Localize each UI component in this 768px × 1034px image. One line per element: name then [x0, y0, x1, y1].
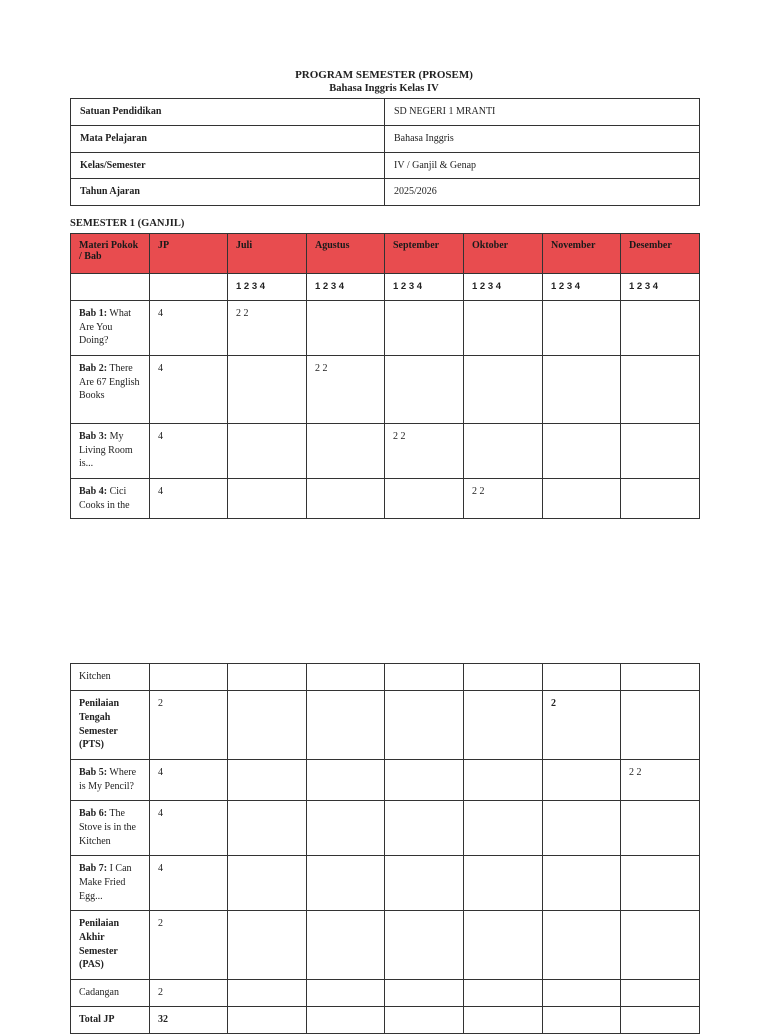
empty-cell — [385, 691, 464, 760]
table-row — [71, 1007, 700, 1034]
empty-cell — [464, 980, 543, 1007]
bab-label: Bab 6: — [79, 808, 108, 819]
info-label: Tahun Ajaran — [71, 179, 385, 206]
empty-cell — [385, 664, 464, 691]
document-title: PROGRAM SEMESTER (PROSEM) — [295, 69, 473, 81]
oktober-cell — [464, 300, 543, 355]
materi-cell — [71, 801, 150, 856]
table-row — [71, 300, 700, 355]
col-header-november: November — [543, 234, 621, 274]
info-row — [71, 179, 700, 206]
info-label: Kelas/Semester — [71, 152, 385, 179]
table-row — [71, 911, 700, 980]
november-cell — [543, 801, 621, 856]
jp-cell: 4 — [150, 423, 228, 478]
info-value: SD NEGERI 1 MRANTI — [385, 99, 700, 126]
materi-cell — [71, 300, 150, 355]
agustus-cell — [307, 300, 385, 355]
desember-cell — [621, 355, 700, 423]
col-header-materi: Materi Pokok / Bab — [71, 234, 150, 274]
materi-cell — [71, 478, 150, 519]
col-header-juli: Juli — [228, 234, 307, 274]
desember-cell — [621, 300, 700, 355]
desember-cell — [621, 478, 700, 519]
bab-title: My Living Room is... — [79, 430, 133, 470]
table-row — [71, 980, 700, 1007]
agustus-cell: 2 2 — [307, 355, 385, 423]
september-cell — [385, 478, 464, 519]
empty-cell — [307, 856, 385, 911]
empty-cell — [385, 980, 464, 1007]
info-value: Bahasa Inggris — [385, 125, 700, 152]
empty-cell — [307, 664, 385, 691]
materi-cell: Kitchen — [71, 664, 150, 691]
jp-cell: 4 — [150, 760, 228, 801]
table-row — [71, 801, 700, 856]
bab-title: The Stove is in the Kitchen — [79, 808, 136, 847]
header-row — [71, 234, 700, 274]
jp-cell: 2 — [150, 691, 228, 760]
col-header-agustus: Agustus — [307, 234, 385, 274]
bab-label: Bab 2: — [79, 362, 108, 374]
materi-cell: Total JP — [71, 1007, 150, 1034]
empty-cell — [228, 980, 307, 1007]
desember-cell — [621, 911, 700, 980]
november-cell — [543, 664, 621, 691]
bab-label: Bab 3: — [79, 430, 108, 442]
col-header-desember: Desember — [621, 234, 700, 274]
bab-label: Bab 4: — [79, 485, 108, 497]
jp-cell: 4 — [150, 801, 228, 856]
info-value: 2025/2026 — [385, 179, 700, 206]
table-row — [71, 423, 700, 478]
september-cell — [385, 300, 464, 355]
table-row — [71, 760, 700, 801]
agustus-cell — [307, 423, 385, 478]
materi-cell — [71, 423, 150, 478]
empty-cell — [464, 856, 543, 911]
juli-cell — [228, 423, 307, 478]
weeks-row — [71, 274, 700, 301]
empty-cell — [385, 801, 464, 856]
materi-cell: Cadangan — [71, 980, 150, 1007]
empty-cell — [385, 911, 464, 980]
empty-cell — [228, 691, 307, 760]
agustus-cell — [307, 478, 385, 519]
jp-cell: 4 — [150, 856, 228, 911]
table-row — [71, 478, 700, 519]
bab-title: Where is My Pencil? — [79, 767, 137, 792]
september-cell: 2 2 — [385, 423, 464, 478]
empty-cell — [464, 911, 543, 980]
weeks-cell: 1 2 3 4 — [228, 274, 307, 301]
empty-cell — [228, 801, 307, 856]
materi-cell — [71, 760, 150, 801]
bab-title: Cici Cooks in the — [79, 485, 130, 511]
weeks-cell-empty — [71, 274, 150, 301]
empty-cell — [228, 760, 307, 801]
november-cell — [543, 1007, 621, 1034]
info-table — [70, 98, 700, 206]
materi-cell: Penilaian Akhir Semester (PAS) — [71, 911, 150, 980]
materi-cell: Penilaian Tengah Semester (PTS) — [71, 691, 150, 760]
weeks-cell: 1 2 3 4 — [385, 274, 464, 301]
empty-cell — [307, 1007, 385, 1034]
bab-title: I Can Make Fried Egg... — [79, 863, 132, 902]
col-header-oktober: Oktober — [464, 234, 543, 274]
november-cell — [543, 478, 621, 519]
table-row — [71, 691, 700, 760]
oktober-cell — [464, 423, 543, 478]
info-label: Mata Pelajaran — [71, 125, 385, 152]
empty-cell — [307, 801, 385, 856]
empty-cell — [307, 980, 385, 1007]
bab-title: What Are You Doing? — [79, 307, 132, 347]
november-cell — [543, 300, 621, 355]
empty-cell — [385, 1007, 464, 1034]
jp-cell: 32 — [150, 1007, 228, 1034]
weeks-cell: 1 2 3 4 — [464, 274, 543, 301]
desember-cell — [621, 801, 700, 856]
empty-cell — [385, 760, 464, 801]
jp-cell — [150, 664, 228, 691]
desember-cell — [621, 691, 700, 760]
empty-cell — [307, 760, 385, 801]
empty-cell — [228, 1007, 307, 1034]
desember-cell — [621, 423, 700, 478]
empty-cell — [464, 691, 543, 760]
info-label: Satuan Pendidikan — [71, 99, 385, 126]
jp-cell: 4 — [150, 355, 228, 423]
november-cell — [543, 423, 621, 478]
table-row — [71, 856, 700, 911]
desember-cell: 2 2 — [621, 760, 700, 801]
november-cell — [543, 355, 621, 423]
document-subtitle: Bahasa Inggris Kelas IV — [329, 83, 439, 94]
november-cell: 2 — [543, 691, 621, 760]
info-row — [71, 99, 700, 126]
empty-cell — [228, 856, 307, 911]
empty-cell — [228, 911, 307, 980]
juli-cell — [228, 355, 307, 423]
weeks-cell-empty — [150, 274, 228, 301]
empty-cell — [464, 801, 543, 856]
semester-heading: SEMESTER 1 (GANJIL) — [70, 218, 185, 229]
empty-cell — [385, 856, 464, 911]
oktober-cell — [464, 355, 543, 423]
schedule-table-page2 — [70, 663, 700, 1034]
jp-cell: 4 — [150, 300, 228, 355]
materi-cell — [71, 355, 150, 423]
desember-cell — [621, 664, 700, 691]
november-cell — [543, 856, 621, 911]
jp-cell: 2 — [150, 980, 228, 1007]
bab-label: Bab 1: — [79, 307, 108, 319]
bab-label: Bab 7: — [79, 863, 108, 874]
juli-cell: 2 2 — [228, 300, 307, 355]
jp-cell: 2 — [150, 911, 228, 980]
info-value: IV / Ganjil & Genap — [385, 152, 700, 179]
empty-cell — [464, 760, 543, 801]
weeks-cell: 1 2 3 4 — [543, 274, 621, 301]
empty-cell — [464, 664, 543, 691]
empty-cell — [464, 1007, 543, 1034]
bab-label: Bab 5: — [79, 767, 108, 778]
table-row — [71, 664, 700, 691]
desember-cell — [621, 980, 700, 1007]
oktober-cell: 2 2 — [464, 478, 543, 519]
desember-cell — [621, 1007, 700, 1034]
materi-cell — [71, 856, 150, 911]
table-row — [71, 355, 700, 423]
september-cell — [385, 355, 464, 423]
info-row — [71, 152, 700, 179]
col-header-jp: JP — [150, 234, 228, 274]
bab-title: There Are 67 English Books — [79, 362, 140, 402]
empty-cell — [228, 664, 307, 691]
schedule-table-page1 — [70, 233, 700, 519]
empty-cell — [307, 691, 385, 760]
jp-cell: 4 — [150, 478, 228, 519]
juli-cell — [228, 478, 307, 519]
november-cell — [543, 760, 621, 801]
weeks-cell: 1 2 3 4 — [621, 274, 700, 301]
november-cell — [543, 980, 621, 1007]
desember-cell — [621, 856, 700, 911]
col-header-september: September — [385, 234, 464, 274]
weeks-cell: 1 2 3 4 — [307, 274, 385, 301]
november-cell — [543, 911, 621, 980]
empty-cell — [307, 911, 385, 980]
info-row — [71, 125, 700, 152]
